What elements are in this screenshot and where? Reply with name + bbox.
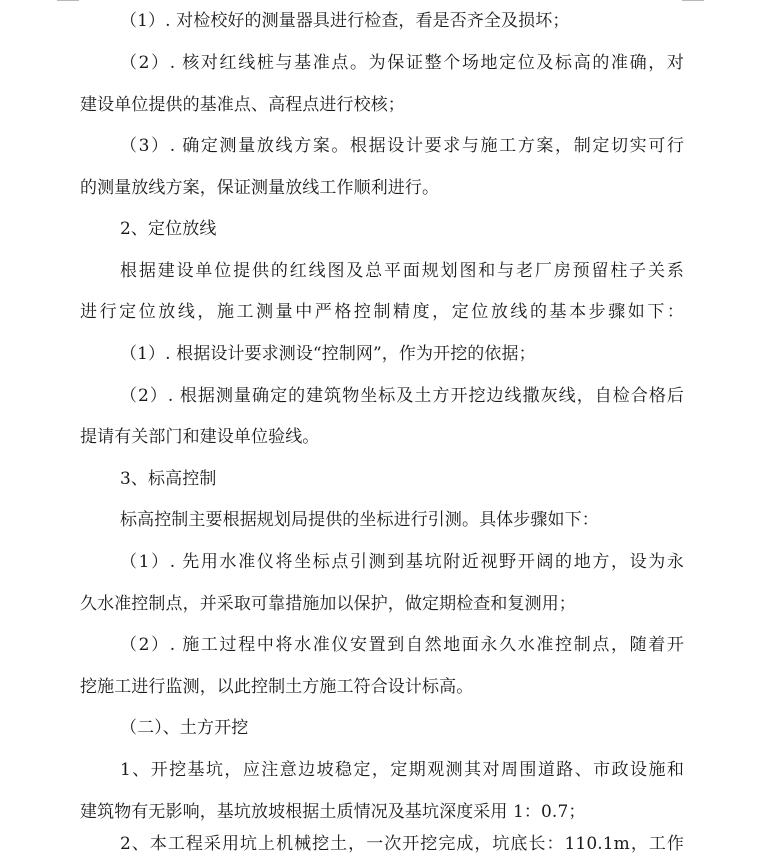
text-line: 标高控制主要根据规划局提供的坐标进行引测。具体步骤如下： (120, 510, 599, 530)
text-line: 提请有关部门和建设单位验线。 (80, 427, 320, 447)
section-heading: 3、标高控制 (120, 469, 217, 489)
text-line: 久水准控制点，并采取可靠措施加以保护，做定期检查和复测用； (80, 594, 576, 614)
page-corner-mark-left (57, 0, 79, 1)
text-line: （2）. 施工过程中将水准仪安置到自然地面永久水准控制点，随着开 (120, 635, 684, 655)
text-line: 的测量放线方案，保证测量放线工作顺利进行。 (80, 178, 440, 198)
text-line: 进行定位放线，施工测量中严格控制精度，定位放线的基本步骤如下： (80, 302, 684, 322)
text-line: （3）. 确定测量放线方案。根据设计要求与施工方案，制定切实可行 (120, 136, 684, 156)
text-line: 建设单位提供的基准点、高程点进行校核； (80, 95, 405, 115)
page-corner-mark-right (682, 0, 704, 1)
section-heading: （二）、土方开挖 (120, 718, 249, 738)
text-line: （1）. 对检校好的测量器具进行检查，看是否齐全及损坏； (120, 11, 570, 31)
text-line: （2）. 核对红线桩与基准点。为保证整个场地定位及标高的准确，对 (120, 53, 684, 73)
text-line: 2、本工程采用坑上机械挖土，一次开挖完成，坑底长：110.1m，工作 (120, 834, 684, 854)
text-line: 1、开挖基坑，应注意边坡稳定，定期观测其对周围道路、市政设施和 (120, 760, 684, 780)
text-line: 建筑物有无影响，基坑放坡根据土质情况及基坑深度采用 1：0.7； (80, 802, 586, 822)
text-line: （1）. 先用水准仪将坐标点引测到基坑附近视野开阔的地方，设为永 (120, 552, 684, 572)
section-heading: 2、定位放线 (120, 219, 217, 239)
text-line: （1）. 根据设计要求测设“控制网”，作为开挖的依据； (120, 344, 536, 364)
text-line: 根据建设单位提供的红线图及总平面规划图和与老厂房预留柱子关系 (120, 261, 684, 281)
text-line: 挖施工进行监测，以此控制土方施工符合设计标高。 (80, 677, 474, 697)
text-line: （2）. 根据测量确定的建筑物坐标及土方开挖边线撒灰线，自检合格后 (120, 386, 684, 406)
